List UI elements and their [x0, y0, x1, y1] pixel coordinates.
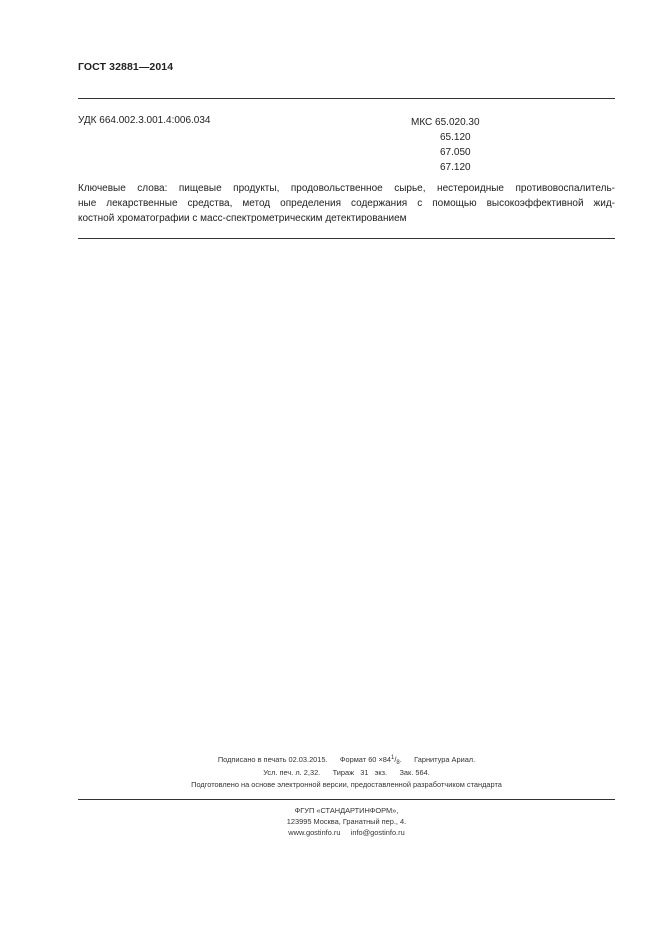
mks-code: 67.050 [440, 147, 471, 158]
typeface: Гарнитура Ариал. [414, 755, 476, 764]
top-divider [78, 98, 615, 99]
document-number: ГОСТ 32881—2014 [78, 61, 174, 73]
publisher-contacts [78, 828, 615, 837]
keywords-line: Ключевые слова: пищевые продукты, продовольственное сырье, нестероидные противовоспалитель- [78, 183, 615, 194]
publisher-address: 123995 Москва, Гранатный пер., 4. [286, 817, 407, 826]
signed-date: Подписано в печать 02.03.2015. [217, 755, 328, 764]
imprint-divider [78, 799, 615, 800]
udk-code: УДК 664.002.3.001.4:006.034 [78, 115, 211, 126]
mks-code: 65.120 [440, 132, 471, 143]
keywords-divider [78, 238, 615, 239]
imprint-line-2 [78, 768, 615, 777]
print-run: Тираж 31 экз. [332, 768, 388, 777]
imprint-line-1 [78, 755, 615, 766]
publisher-website-link[interactable]: www.gostinfo.ru [288, 828, 341, 837]
printed-sheets: Усл. печ. л. 2,32. [263, 768, 321, 777]
mks-code: МКС 65.020.30 [411, 117, 480, 128]
prepared-note: Подготовлено на основе электронной версии, предоставленной разработчиком стандарта [191, 780, 502, 789]
order-number: Зак. 564. [399, 768, 430, 777]
publisher-email-link[interactable]: info@gostinfo.ru [350, 828, 405, 837]
mks-code: 67.120 [440, 162, 471, 173]
paper-format: Формат $60 \times 84^1/_8$. [339, 755, 402, 766]
keywords-paragraph [78, 181, 615, 226]
keywords-line: ные лекарственные средства, метод определения содержания с помощью высокоэффективной жид- [78, 198, 615, 209]
mks-codes [411, 115, 480, 175]
publisher-name: ФГУП «СТАНДАРТИНФОРМ», [294, 806, 399, 815]
keywords-line: костной хроматографии с масс-спектрометрическим детектированием [78, 213, 407, 224]
